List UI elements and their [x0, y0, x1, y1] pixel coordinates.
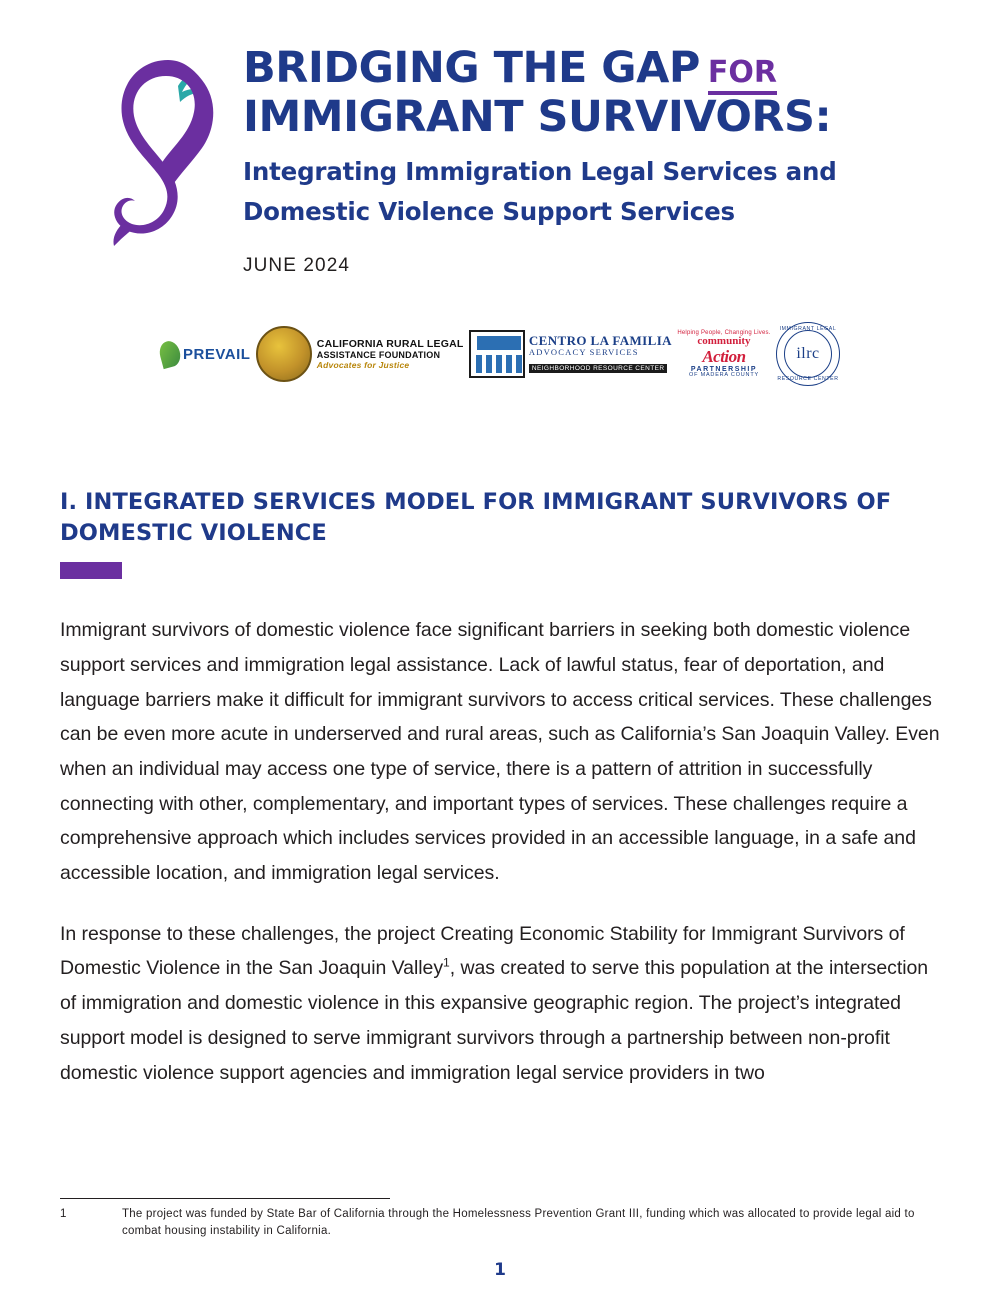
community-action-tagline: Helping People, Changing Lives. — [677, 330, 771, 336]
crla-foundation-logo — [256, 323, 464, 385]
footnote-number: 1 — [60, 1207, 67, 1220]
house-icon — [469, 330, 525, 378]
prevail-logo — [160, 323, 250, 385]
centro-line-3: NEIGHBORHOOD RESOURCE CENTER — [529, 364, 668, 373]
prevail-logo-label: PREVAIL — [183, 345, 251, 363]
ilrc-logo — [776, 323, 840, 385]
crla-line-2: ASSISTANCE FOUNDATION — [316, 350, 441, 361]
heading-accent-bar — [60, 562, 122, 579]
page-title — [243, 44, 940, 142]
centro-la-familia-logo — [469, 323, 672, 385]
centro-line-1: CENTRO LA FAMILIA — [528, 333, 672, 349]
ilrc-ring-bottom: RESOURCE CENTER — [777, 376, 839, 383]
community-action-word-3: PARTNERSHIP — [690, 365, 758, 373]
seal-icon — [256, 326, 312, 382]
paragraph-2-part-2: , was created to serve this population at the intersection of immigration and domestic violence in this expansive geographic region. The project’s integrated support model is designed to serve immigrant survivors through a partnership between non-profit domestic violence support agencies and immigration legal service providers in two — [60, 957, 929, 1084]
crla-line-3: Advocates for Justice — [316, 359, 410, 370]
title-line-2: IMMIGRANT SURVIVORS: — [243, 92, 832, 143]
community-action-word-4: OF MADERA COUNTY — [689, 372, 759, 379]
crla-line-1: CALIFORNIA RURAL LEGAL — [316, 337, 464, 350]
page-subtitle: Integrating Immigration Legal Services and Domestic Violence Support Services — [243, 157, 837, 226]
paragraph-1: Immigrant survivors of domestic violence face significant barriers in seeking both domestic violence support services and immigration legal assistance. Lack of lawful status, fear of deportation, and language barriers make it difficult for immigrant survivors to access critical services. These challenges can be even more acute in underserved and rural areas, such as California’s San Joaquin Valley. Even when an individual may access one type of service, there is a pattern of attrition in successfully connecting with other, complementary, and important types of services. These challenges require a comprehensive approach which includes services provided in an accessible language, in a safe and accessible location, and immigration legal services. — [60, 619, 940, 885]
title-line-1: BRIDGING THE GAP — [243, 43, 700, 93]
partner-logos — [160, 319, 840, 389]
footnote-divider — [60, 1198, 390, 1199]
document-header — [0, 0, 1000, 277]
title-block — [235, 38, 940, 277]
title-for-word: FOR — [708, 55, 777, 95]
leaf-icon — [157, 339, 183, 369]
section-one — [0, 487, 1000, 1090]
community-action-word-1: community — [697, 335, 751, 348]
ilrc-initials: ilrc — [784, 330, 832, 378]
section-heading: I. INTEGRATED SERVICES MODEL FOR IMMIGRANT SURVIVORS OF DOMESTIC VIOLENCE — [60, 489, 892, 546]
footnote-text: The project was funded by State Bar of California through the Homelessness Prevention Grant III, funding which was allocated to provide legal aid to combat housing instability in California. — [122, 1207, 915, 1237]
page-number: 1 — [494, 1260, 506, 1280]
footnote-area — [60, 1198, 940, 1241]
ilrc-ring-top: IMMIGRANT LEGAL — [779, 326, 837, 333]
community-action-word-2: Action — [702, 346, 746, 366]
paragraph-2 — [60, 917, 940, 1091]
footnote — [60, 1206, 940, 1241]
centro-line-2: ADVOCACY SERVICES — [528, 347, 639, 358]
paragraph-2-part-1: In response to these challenges, the project Creating Economic Stability for Immigrant Survivors of Domestic Violence in the San Joaquin Valley — [60, 922, 905, 980]
community-action-logo — [677, 323, 770, 385]
publication-date: JUNE 2024 — [243, 255, 351, 277]
body-text — [60, 613, 940, 1090]
purple-ribbon-icon — [60, 38, 235, 253]
footnote-marker: 1 — [443, 955, 450, 970]
